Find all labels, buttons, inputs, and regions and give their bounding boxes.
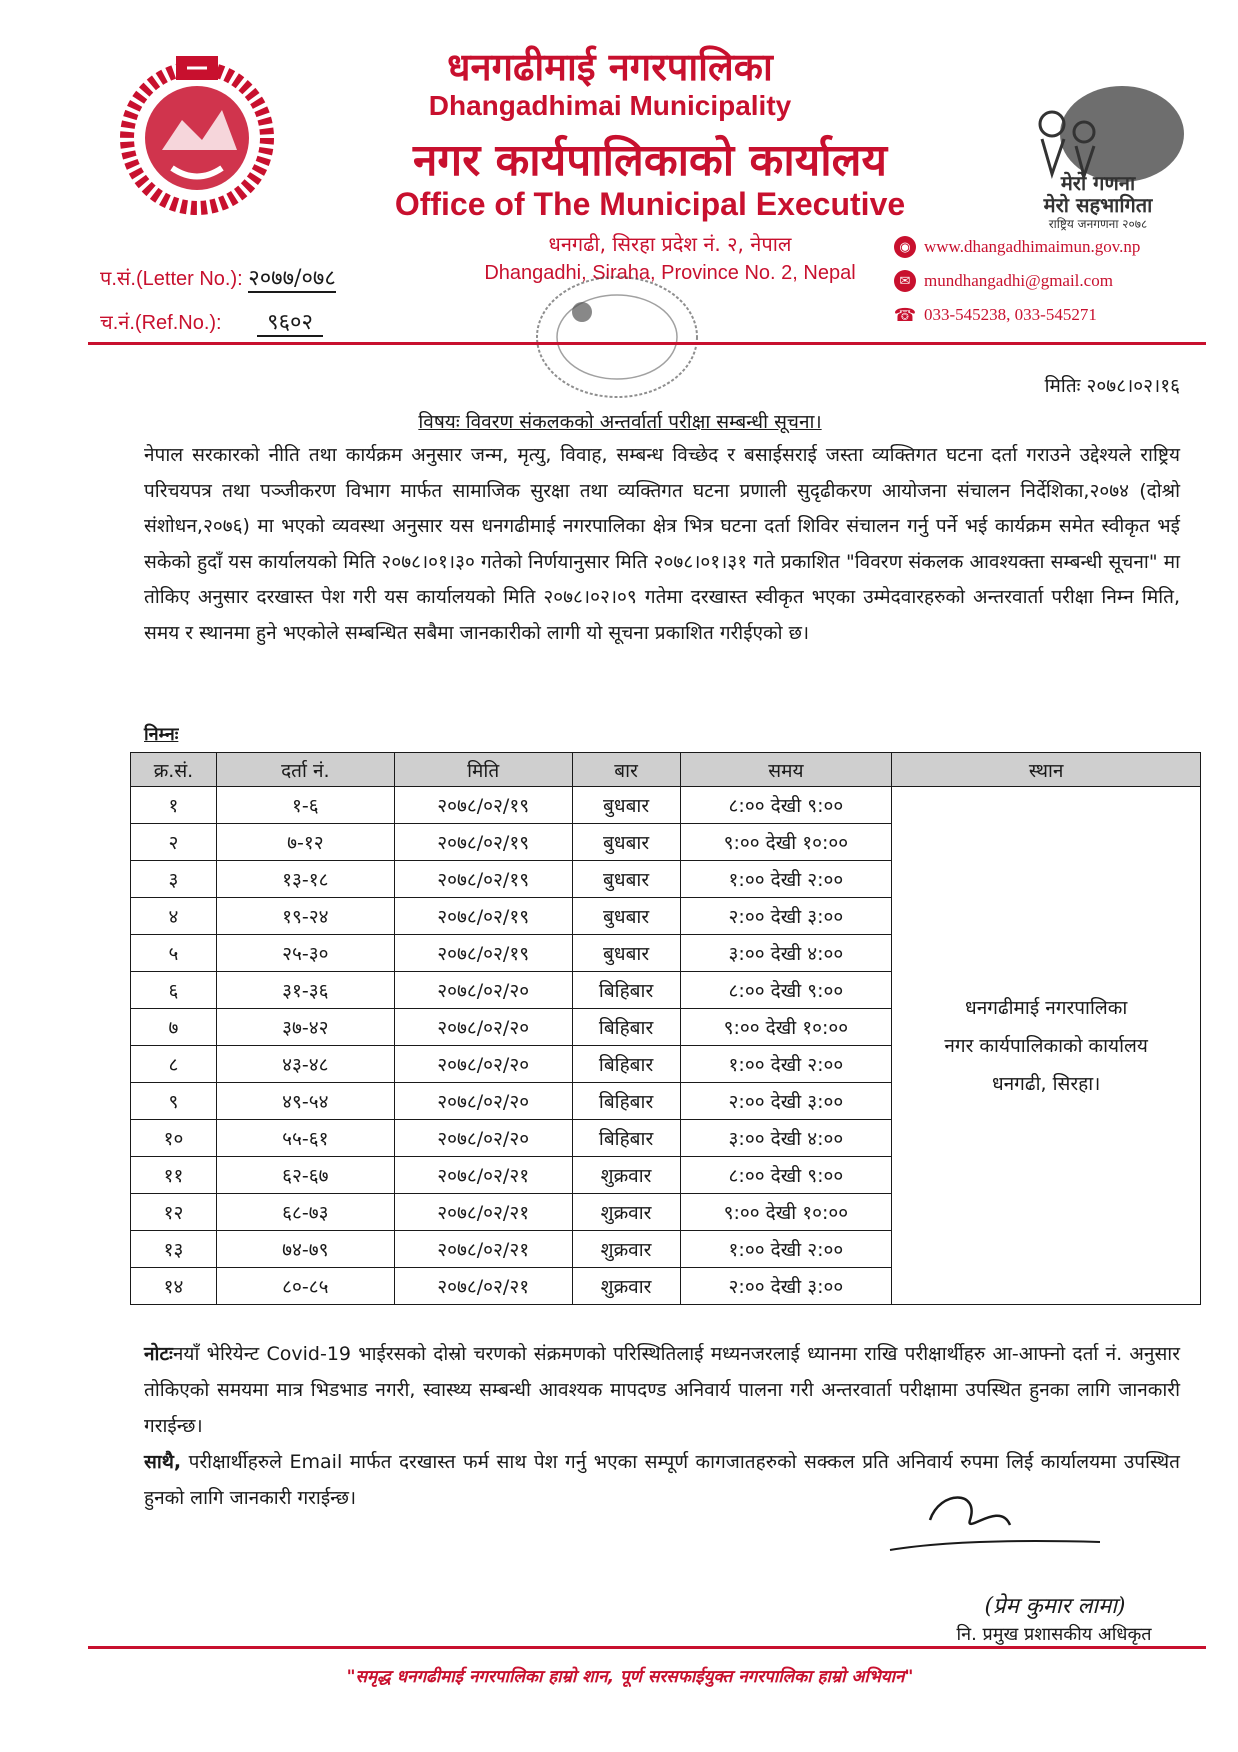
cell-date: २०७८/०२/२१ [394, 1194, 572, 1231]
census-text-1: मेरो गणना [1060, 171, 1136, 195]
cell-time: २:०० देखी ३:०० [680, 1268, 892, 1305]
ref-no-label: च.नं.(Ref.No.): [100, 312, 222, 334]
census-text-3: राष्ट्रिय जनगणना २०७८ [1048, 217, 1148, 231]
cell-date: २०७८/०२/२१ [394, 1268, 572, 1305]
cell-registration-no: २५-३० [216, 935, 394, 972]
note-label: नोटः [144, 1343, 173, 1365]
cell-date: २०७८/०२/२० [394, 1083, 572, 1120]
cell-time: १:०० देखी २:०० [680, 861, 892, 898]
website-text: www.dhangadhimaimun.gov.np [924, 237, 1141, 256]
cell-day: बिहिबार [572, 1083, 680, 1120]
header-serial: क्र.सं. [131, 753, 217, 787]
email-icon: ✉ [894, 270, 916, 292]
cell-day: बुधबार [572, 861, 680, 898]
cell-time: १:०० देखी २:०० [680, 1046, 892, 1083]
cell-date: २०७८/०२/२० [394, 1046, 572, 1083]
cell-serial: ८ [131, 1046, 217, 1083]
table-header-row [131, 753, 1201, 787]
office-name-np: नगर कार्यपालिकाको कार्यालय [413, 135, 887, 186]
cell-day: बिहिबार [572, 1009, 680, 1046]
cell-serial: १० [131, 1120, 217, 1157]
cell-registration-no: ६२-६७ [216, 1157, 394, 1194]
header-time: समय [680, 753, 892, 787]
letter-no-value: २०७७/०७८ [248, 266, 336, 291]
office-name-en: Office of The Municipal Executive [394, 186, 906, 222]
interview-schedule-table [130, 752, 1201, 1305]
cell-registration-no: ४९-५४ [216, 1083, 394, 1120]
cell-serial: १४ [131, 1268, 217, 1305]
cell-serial: ४ [131, 898, 217, 935]
cell-day: बुधबार [572, 824, 680, 861]
cell-time: ३:०० देखी ४:०० [680, 1120, 892, 1157]
venue-line-2: नगर कार्यपालिकाको कार्यालय [944, 1034, 1148, 1057]
cell-time: ३:०० देखी ४:०० [680, 935, 892, 972]
cell-registration-no: ८०-८५ [216, 1268, 394, 1305]
note-covid [144, 1336, 1180, 1444]
header-venue: स्थान [892, 753, 1201, 787]
cell-day: शुक्रवार [572, 1194, 680, 1231]
cell-day: शुक्रवार [572, 1231, 680, 1268]
letter-body: नेपाल सरकारको नीति तथा कार्यक्रम अनुसार जन्म, मृत्यु, विवाह, सम्बन्ध विच्छेद र बसाईसराई जस्ता व्यक्तिगत घटना दर्ता गराउने उद्देश्यले राष्ट्रिय परिचयपत्र तथा पञ्जीकरण विभाग मार्फत सामाजिक सुरक्षा तथा व्यक्तिगत घटना प्रणाली सुदृढीकरण आयोजना संचालन निर्देशिका,२०७४ (दोश्रो संशोधन,२०७६) मा भएको व्यवस्था अनुसार यस धनगढीमाई नगरपालिका क्षेत्र भित्र घटना दर्ता शिविर संचालन गर्नु पर्ने भई कार्यक्रम समेत स्वीकृत भई सकेको हुदाँ यस कार्यालयको मिति २०७८।०१।३० गतेको निर्णयानुसार मिति २०७८।०१।३१ गते प्रकाशित "विवरण संकलक आवश्यक्ता सम्बन्धी सूचना" मा तोकिए अनुसार दरखास्त पेश गरी यस कार्यालयको मिति २०७८।०२।०९ गतेमा दरखास्त स्वीकृत भएका उम्मेदवारहरुको अन्तरवार्ता परीक्षा निम्न मिति, समय र स्थानमा हुने भएकोले सम्बन्धित सबैमा जानकारीको लागी यो सूचना प्रकाशित गरीईएको छ। [144, 444, 1180, 644]
cell-date: २०७८/०२/२० [394, 1120, 572, 1157]
email-contact [894, 270, 1113, 292]
table-row [131, 787, 1201, 824]
cell-serial: २ [131, 824, 217, 861]
footer-slogan: "समृद्ध धनगढीमाई नगरपालिका हाम्रो शान, पूर्ण सरसफाईयुक्त नगरपालिका हाम्रो अभियान" [346, 1667, 914, 1687]
municipality-name-en: Dhangadhimai Municipality [428, 90, 792, 121]
nepal-emblem-logo [112, 50, 282, 218]
address-en: Dhangadhi, Siraha, Province No. 2, Nepal [484, 262, 856, 284]
cell-serial: १३ [131, 1231, 217, 1268]
cell-time: ९:०० देखी १०:०० [680, 1009, 892, 1046]
office-stamp [532, 272, 702, 402]
cell-registration-no: १-६ [216, 787, 394, 824]
footer-divider [88, 1646, 1206, 1649]
letter-date: मितिः २०७८।०२।१६ [1044, 375, 1180, 397]
phone-contact [894, 304, 1097, 326]
cell-date: २०७८/०२/२१ [394, 1231, 572, 1268]
cell-venue [892, 787, 1201, 1305]
letter-number [100, 262, 336, 292]
table-label: निम्नः [144, 724, 179, 745]
cell-serial: ३ [131, 861, 217, 898]
cell-date: २०७८/०२/१९ [394, 787, 572, 824]
cell-time: ८:०० देखी ९:०० [680, 787, 892, 824]
cell-date: २०७८/०२/१९ [394, 861, 572, 898]
cell-date: २०७८/०२/१९ [394, 935, 572, 972]
venue-line-3: धनगढी, सिरहा। [991, 1072, 1101, 1095]
census-text-2: मेरो सहभागिता [1043, 193, 1153, 217]
cell-serial: १ [131, 787, 217, 824]
census-slogan [1018, 172, 1178, 232]
header-day: बार [572, 753, 680, 787]
cell-time: ८:०० देखी ९:०० [680, 972, 892, 1009]
cell-day: बुधबार [572, 787, 680, 824]
signatory-name: (प्रेम कुमार लामा) [984, 1594, 1126, 1619]
globe-icon: ◉ [894, 236, 916, 258]
cell-registration-no: ७-१२ [216, 824, 394, 861]
cell-date: २०७८/०२/१९ [394, 898, 572, 935]
cell-day: बुधबार [572, 935, 680, 972]
website-contact [894, 236, 1140, 258]
email-text: mundhangadhi@gmail.com [924, 271, 1113, 290]
cell-date: २०७८/०२/२० [394, 972, 572, 1009]
letter-no-label: प.सं.(Letter No.): [100, 268, 243, 290]
cell-time: १:०० देखी २:०० [680, 1231, 892, 1268]
cell-time: ८:०० देखी ९:०० [680, 1157, 892, 1194]
header-registration-no: दर्ता नं. [216, 753, 394, 787]
header-divider [88, 342, 1206, 345]
note-text: नयाँ भेरियेन्ट Covid-19 भाईरसको दोस्रो चरणको संक्रमणको परिस्थितिलाई मध्यनजरलाई ध्यानमा राखि परीक्षार्थीहरु आ-आफ्नो दर्ता नं. अनुसार तोकिएको समयमा मात्र भिडभाड नगरी, स्वास्थ्य सम्बन्धी आवश्यक मापदण्ड अनिवार्य पालना गरी अन्तरवार्ता परीक्षामा उपस्थित हुनका लागि जानकारी गराईन्छ। [144, 1343, 1180, 1437]
cell-registration-no: १९-२४ [216, 898, 394, 935]
cell-day: बिहिबार [572, 972, 680, 1009]
cell-serial: ७ [131, 1009, 217, 1046]
cell-serial: ६ [131, 972, 217, 1009]
phone-text: 033-545238, 033-545271 [924, 305, 1097, 324]
header-date: मिति [394, 753, 572, 787]
cell-date: २०७८/०२/२१ [394, 1157, 572, 1194]
cell-date: २०७८/०२/१९ [394, 824, 572, 861]
venue-line-1: धनगढीमाई नगरपालिका [965, 996, 1128, 1019]
cell-day: शुक्रवार [572, 1157, 680, 1194]
municipality-name-np: धनगढीमाई नगरपालिका [447, 45, 773, 89]
ref-no-value: ९६०२ [257, 310, 323, 337]
cell-time: २:०० देखी ३:०० [680, 898, 892, 935]
cell-registration-no: ३७-४२ [216, 1009, 394, 1046]
cell-time: ९:०० देखी १०:०० [680, 824, 892, 861]
note2-text: परीक्षार्थीहरुले Email मार्फत दरखास्त फर्म साथ पेश गर्नु भएका सम्पूर्ण कागजातहरुको सक्कल प्रति अनिवार्य रुपमा लिई कार्यालयमा उपस्थित हुनको लागि जानकारी गराईन्छ। [144, 1451, 1180, 1509]
cell-registration-no: ४३-४८ [216, 1046, 394, 1083]
cell-day: बिहिबार [572, 1120, 680, 1157]
cell-registration-no: ३१-३६ [216, 972, 394, 1009]
cell-registration-no: १३-१८ [216, 861, 394, 898]
note2-label: साथै, [144, 1451, 182, 1473]
cell-registration-no: ५५-६१ [216, 1120, 394, 1157]
cell-time: ९:०० देखी १०:०० [680, 1194, 892, 1231]
cell-serial: ५ [131, 935, 217, 972]
cell-serial: ११ [131, 1157, 217, 1194]
cell-date: २०७८/०२/२० [394, 1009, 572, 1046]
cell-serial: ९ [131, 1083, 217, 1120]
cell-registration-no: ६८-७३ [216, 1194, 394, 1231]
cell-serial: १२ [131, 1194, 217, 1231]
address-np: धनगढी, सिरहा प्रदेश नं. २, नेपाल [548, 232, 792, 256]
letter-subject: विषयः विवरण संकलकको अन्तर्वार्ता परीक्षा सम्बन्धी सूचना। [418, 411, 822, 433]
cell-day: बुधबार [572, 898, 680, 935]
cell-time: २:०० देखी ३:०० [680, 1083, 892, 1120]
cell-day: बिहिबार [572, 1046, 680, 1083]
phone-icon: ☎ [893, 304, 917, 325]
cell-registration-no: ७४-७९ [216, 1231, 394, 1268]
cell-day: शुक्रवार [572, 1268, 680, 1305]
signatory-title: नि. प्रमुख प्रशासकीय अधिकृत [956, 1624, 1152, 1645]
ref-number [100, 306, 323, 336]
